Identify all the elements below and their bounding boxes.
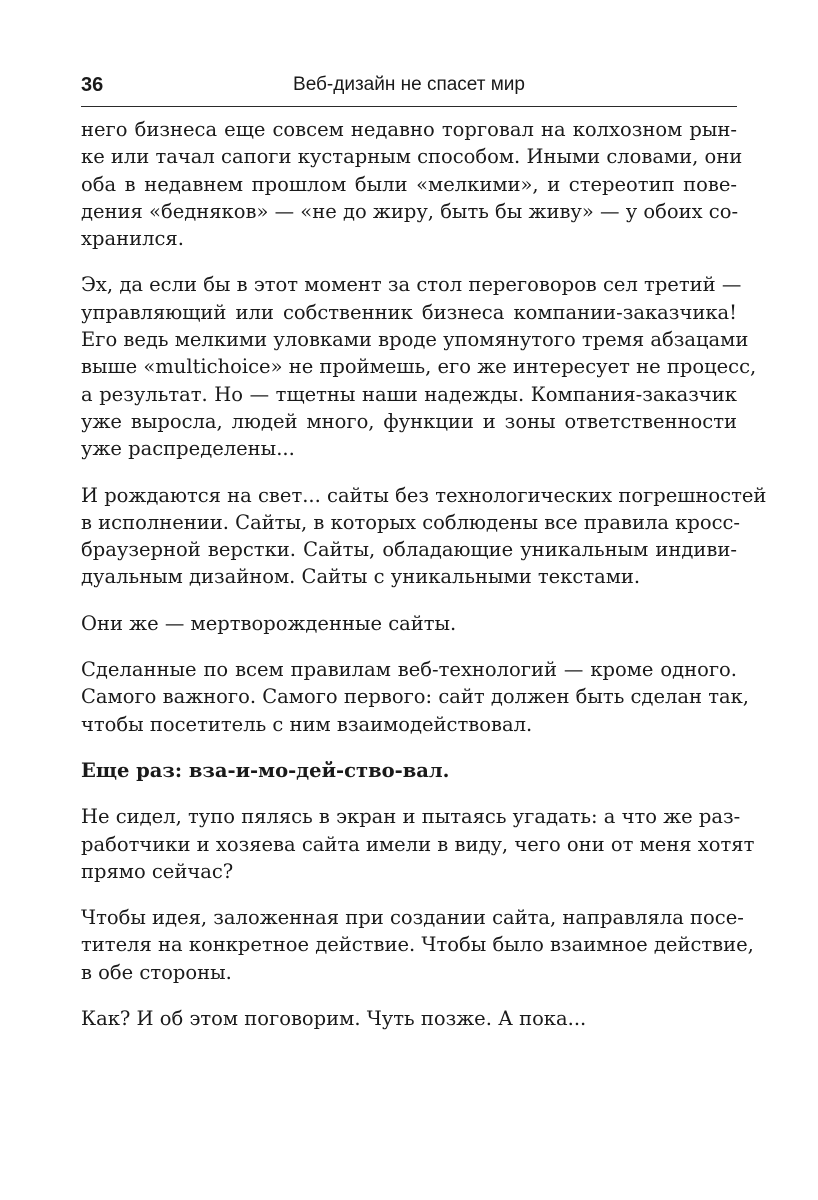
paragraph: [81, 904, 754, 986]
text-line: И рождаются на свет... сайты без технологических погрешностей: [81, 483, 767, 507]
paragraph: [81, 482, 767, 591]
text-line: Сделанные по всем правилам веб-технологий — кроме одного.: [81, 658, 737, 682]
paragraph: [81, 116, 743, 252]
text-line: управляющий или собственник бизнеса компании-заказчика!: [81, 300, 737, 324]
text-line: дения «бедняков» — «не до жиру, быть бы живу» — у обоих со-: [81, 199, 739, 223]
text-line: в обе стороны.: [81, 960, 232, 984]
page-number: 36: [81, 74, 104, 96]
text-line: уже распределены...: [81, 437, 295, 461]
text-line: работчики и хозяева сайта имели в виду, чего они от меня хотят: [81, 832, 755, 856]
text-line: в исполнении. Сайты, в которых соблюдены все правила кросс-: [81, 510, 741, 534]
text-line: Эх, да если бы в этот момент за стол переговоров сел третий —: [81, 273, 742, 297]
paragraph: [81, 1005, 737, 1032]
emphasis-paragraph: [81, 757, 737, 784]
text-line: прямо сейчас?: [81, 859, 234, 883]
text-line: дуальным дизайном. Сайты с уникальными текстами.: [81, 565, 641, 589]
text-line: Еще раз: вза-и-мо-дей-ство-вал.: [81, 758, 450, 782]
text-line: чтобы посетитель с ним взаимодействовал.: [81, 712, 533, 736]
text-line: Его ведь мелкими уловками вроде упомянутого тремя абзацами: [81, 328, 749, 352]
header-divider: [81, 106, 737, 107]
text-line: Самого важного. Самого первого: сайт должен быть сделан так,: [81, 685, 749, 709]
running-title: Веб-дизайн не спасет мир: [293, 74, 525, 95]
text-line: ке или тачал сапоги кустарным способом. Иными словами, они: [81, 145, 743, 169]
text-line: хранился.: [81, 227, 184, 251]
text-line: Не сидел, тупо пялясь в экран и пытаясь угадать: а что же раз-: [81, 805, 741, 829]
text-line: Они же — мертворожденные сайты.: [81, 611, 457, 635]
paragraph: [81, 803, 755, 885]
text-line: браузерной верстки. Сайты, обладающие уникальным индиви-: [81, 538, 737, 562]
text-line: Чтобы идея, заложенная при создании сайта, направляла посе-: [81, 906, 744, 930]
text-line: а результат. Но — тщетны наши надежды. Компания-заказчик: [81, 382, 737, 406]
text-line: тителя на конкретное действие. Чтобы было взаимное действие,: [81, 933, 754, 957]
text-line: него бизнеса еще совсем недавно торговал на колхозном рын-: [81, 118, 737, 141]
running-header: [81, 68, 737, 108]
body-text: [81, 116, 767, 1051]
text-line: оба в недавнем прошлом были «мелкими», и стереотип пове-: [81, 172, 737, 196]
text-line: выше «multichoice» не проймешь, его же интересует не процесс,: [81, 355, 757, 379]
paragraph: [81, 271, 757, 462]
paragraph: [81, 610, 737, 637]
paragraph: [81, 656, 749, 738]
text-line: Как? И об этом поговорим. Чуть позже. А пока...: [81, 1007, 587, 1031]
text-line: уже выросла, людей много, функции и зоны ответственности: [81, 409, 737, 433]
